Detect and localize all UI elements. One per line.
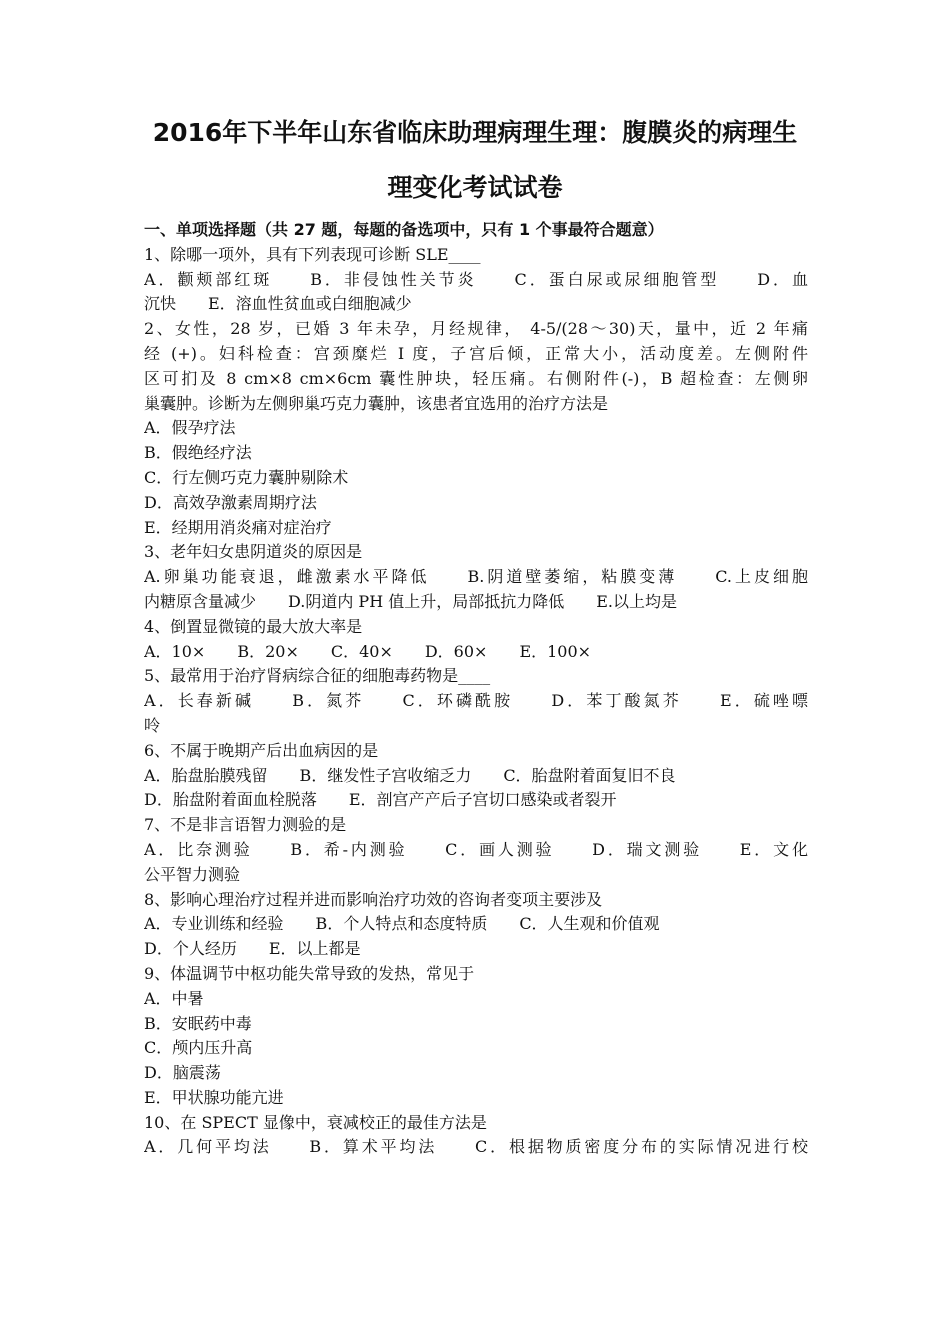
text-line: 公平智力测验 — [144, 864, 241, 884]
text-line: D．胎盘附着面血栓脱落 E．剖宫产产后子宫切口感染或者裂开 — [144, 790, 617, 810]
text-line: 2、女性，28 岁，已婚 3 年未孕，月经规律， 4-5/(28～30)天，量中，近 2 年痛 — [144, 319, 808, 339]
document-title-line-1: 2016年下半年山东省临床助理病理生理：腹膜炎的病理生 — [152, 118, 798, 147]
text-line: 9、体温调节中枢功能失常导致的发热，常见于 — [144, 963, 475, 983]
text-line: 呤 — [144, 715, 161, 735]
text-line: D．脑震荡 — [144, 1063, 221, 1083]
text-line: B．假绝经疗法 — [144, 443, 252, 463]
text-line: 巢囊肿。诊断为左侧卵巢巧克力囊肿，该患者宜选用的治疗方法是 — [144, 393, 609, 413]
text-line: A．专业训练和经验 B．个人特点和态度特质 C．人生观和价值观 — [144, 914, 660, 934]
text-line: A．10× B．20× C．40× D．60× E．100× — [144, 641, 592, 661]
text-line: 区可扪及 8 cm×8 cm×6cm 囊性肿块，轻压痛。右侧附件(-)，B 超检查：左侧卵 — [144, 368, 808, 388]
text-line: 5、最常用于治疗肾病综合征的细胞毒药物是____ — [144, 666, 491, 686]
text-line: D．高效孕激素周期疗法 — [144, 492, 317, 512]
text-line: 8、影响心理治疗过程并进而影响治疗功效的咨询者变项主要涉及 — [144, 889, 603, 909]
text-line: A．假孕疗法 — [144, 418, 236, 438]
text-line: A．胎盘胎膜残留 B．继发性子宫收缩乏力 C．胎盘附着面复旧不良 — [144, 765, 676, 785]
text-line: 7、不是非言语智力测验的是 — [144, 815, 347, 835]
text-line: C．颅内压升高 — [144, 1038, 253, 1058]
text-line: 3、老年妇女患阴道炎的原因是 — [144, 542, 363, 562]
text-line: 沉快 E．溶血性贫血或白细胞减少 — [144, 294, 412, 314]
text-line: C．行左侧巧克力囊肿剔除术 — [144, 467, 349, 487]
text-line: E．经期用消炎痛对症治疗 — [144, 517, 332, 537]
text-line: A．几何平均法 B．算术平均法 C．根据物质密度分布的实际情况进行校 — [144, 1137, 808, 1157]
document-title-line-2: 理变化考试试卷 — [387, 173, 563, 202]
text-line: 10、在 SPECT 显像中，衰减校正的最佳方法是 — [144, 1112, 487, 1132]
text-line: 1、除哪一项外，具有下列表现可诊断 SLE____ — [144, 244, 481, 264]
text-line: B．安眠药中毒 — [144, 1013, 252, 1033]
text-line: 4、倒置显微镜的最大放大率是 — [144, 616, 363, 636]
text-line: 6、不属于晚期产后出血病因的是 — [144, 740, 379, 760]
text-line: A．颧颊部红斑 B．非侵蚀性关节炎 C．蛋白尿或尿细胞管型 D．血 — [144, 269, 808, 289]
text-line: A．长春新碱 B．氮芥 C．环磷酰胺 D．苯丁酸氮芥 E．硫唑嘌 — [144, 691, 808, 711]
text-line: 经 (+)。妇科检查：宫颈糜烂 I 度，子宫后倾，正常大小，活动度差。左侧附件 — [144, 343, 808, 363]
text-line: E．甲状腺功能亢进 — [144, 1087, 284, 1107]
question-list — [144, 218, 808, 1160]
section-heading: 一、单项选择题（共 27 题，每题的备选项中，只有 1 个事最符合题意） — [144, 220, 664, 239]
text-line: D．个人经历 E．以上都是 — [144, 939, 361, 959]
text-line: A.卵巢功能衰退，雌激素水平降低 B.阴道壁萎缩，粘膜变薄 C.上皮细胞 — [144, 567, 808, 587]
question-lines — [144, 243, 808, 1160]
text-line: 内糖原含量减少 D.阴道内 PH 值上升，局部抵抗力降低 E.以上均是 — [144, 591, 678, 611]
text-line: A．中暑 — [144, 988, 204, 1008]
text-line: A．比奈测验 B．希-内测验 C．画人测验 D．瑞文测验 E．文化 — [144, 839, 808, 859]
